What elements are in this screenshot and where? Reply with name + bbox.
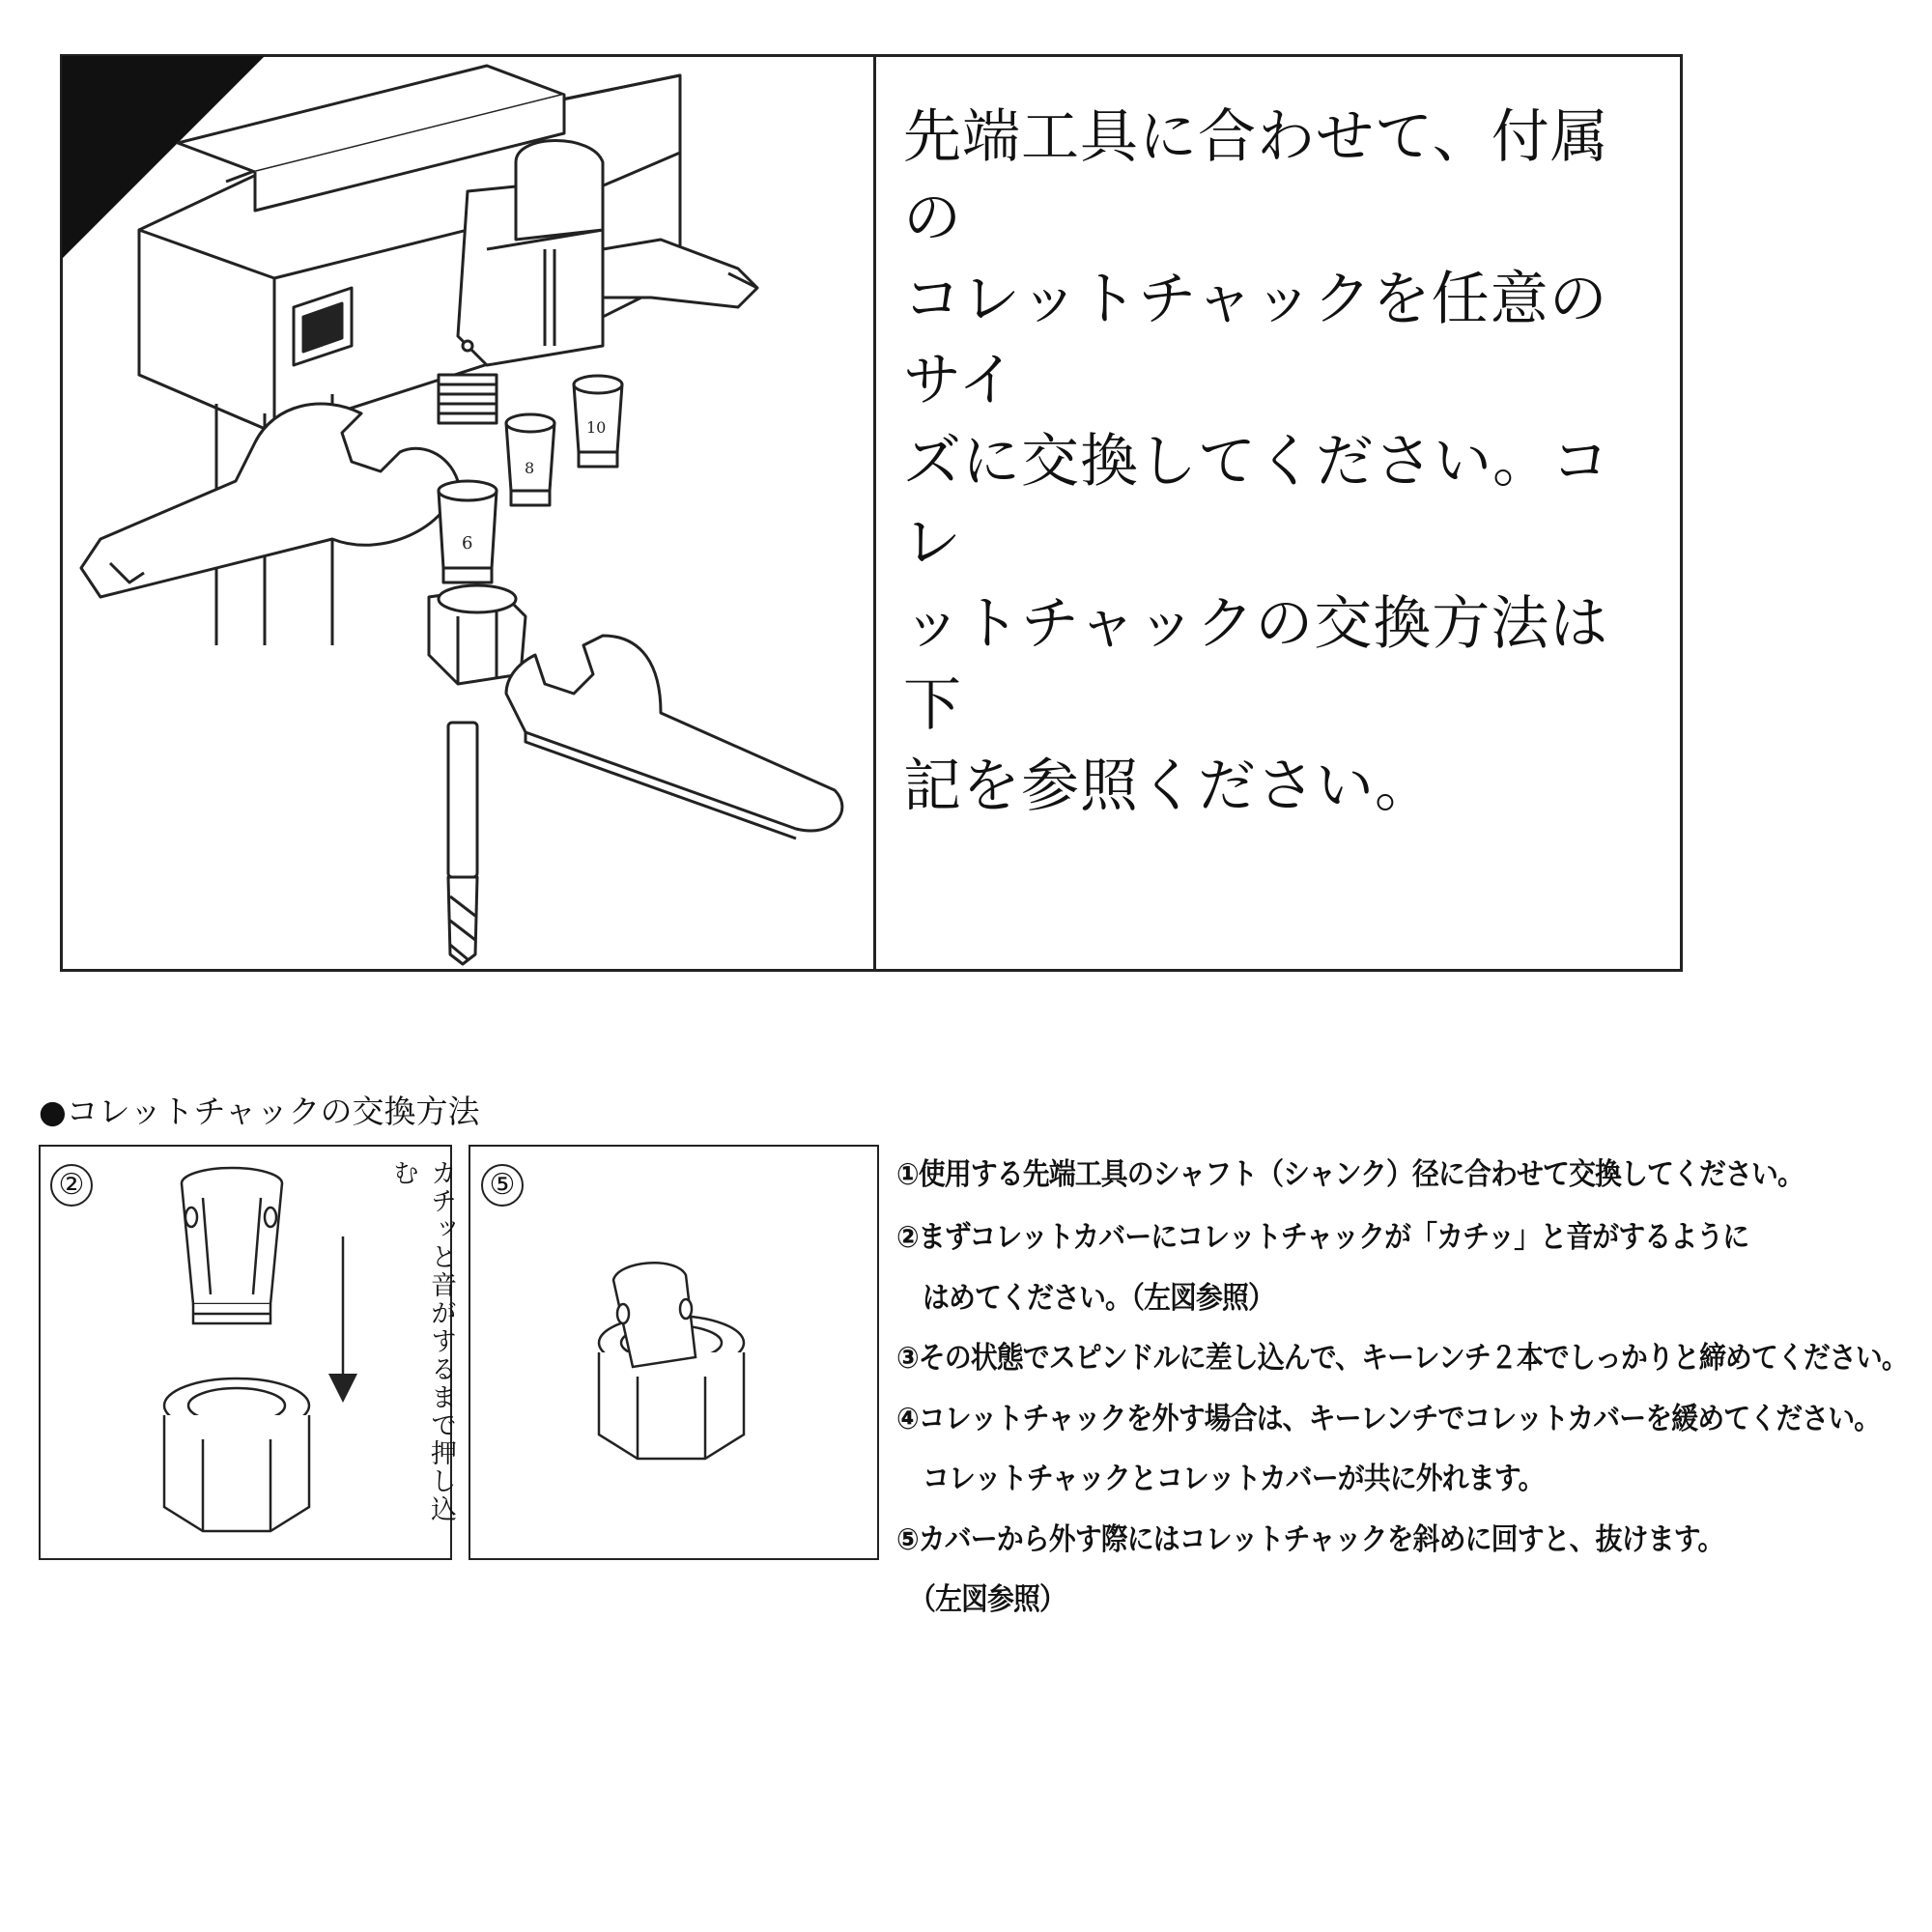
step-5-number: ⑤ (481, 1164, 524, 1207)
step-text: ④コレットチャックを外す場合は、キーレンチでコレットカバーを緩めてください。 (896, 1402, 1881, 1436)
step-5-illustration (589, 1261, 763, 1463)
intro-text (903, 97, 1666, 827)
collet-size-10-label: 10 (586, 418, 607, 437)
step-2-number: ② (50, 1164, 93, 1207)
frame-divider (873, 54, 876, 972)
intro-line: 先端工具に合わせて、付属の (903, 103, 1609, 252)
step-text: はめてください。（左図参照） (896, 1281, 1275, 1316)
section-title: ●コレットチャックの交換方法 (39, 1093, 480, 1130)
intro-line: ズに交換してください。コレ (903, 428, 1610, 577)
step-text: ②まずコレットカバーにコレットチャックが「カチッ」と音がするように (896, 1220, 1749, 1255)
step-text: コレットチャックとコレットカバーが共に外れます。 (896, 1462, 1545, 1496)
step-text: （左図参照） (896, 1582, 1066, 1617)
push-in-note: カチッと音がするまで押し込む (388, 1159, 456, 1523)
collet-size-6-label: 6 (462, 533, 473, 554)
step-2-illustration (155, 1159, 367, 1546)
router-collet-illustration (62, 56, 871, 970)
intro-line: ットチャックの交換方法は下 (903, 590, 1609, 739)
intro-line: コレットチャックを任意のサイ (903, 266, 1608, 414)
step-text: ⑤カバーから外す際にはコレットチャックを斜めに回すと、抜けます。 (896, 1522, 1724, 1557)
intro-line: 記を参照ください。 (903, 753, 1434, 820)
collet-size-8-label: 8 (525, 459, 535, 477)
step-text: ③その状態でスピンドルに差し込んで、キーレンチ２本でしっかりと締めてください。 (896, 1341, 1908, 1376)
step-text: ①使用する先端工具のシャフト（シャンク）径に合わせて交換してください。 (896, 1157, 1804, 1192)
